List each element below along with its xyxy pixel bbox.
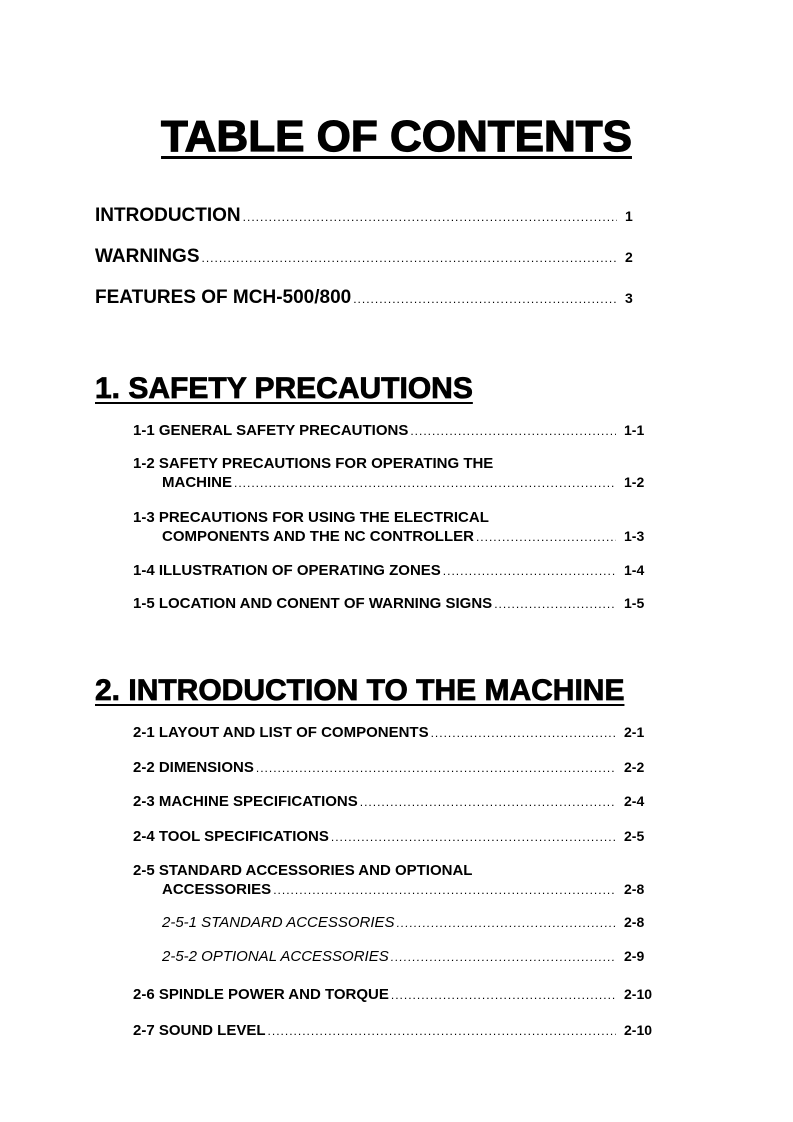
toc-entry-2-2[interactable]: 2-2 DIMENSIONS ..... 2-2: [133, 759, 654, 776]
toc-entry-2-5[interactable]: ACCESSORIES ..... 2-8: [162, 881, 654, 898]
toc-entry-1-2[interactable]: MACHINE ..... 1-2: [162, 474, 654, 491]
toc-entry-2-3[interactable]: 2-3 MACHINE SPECIFICATIONS ..... 2-4: [133, 793, 654, 810]
section-heading-introduction: 2. INTRODUCTION TO THE MACHINE: [95, 674, 625, 707]
section-heading-safety: 1. SAFETY PRECAUTIONS: [95, 372, 473, 405]
toc-entry-2-7[interactable]: 2-7 SOUND LEVEL ..... 2-10: [133, 1022, 654, 1039]
toc-entry-1-5[interactable]: 1-5 LOCATION AND CONENT OF WARNING SIGNS ..... 1-5: [133, 595, 654, 612]
toc-entry-1-4[interactable]: 1-4 ILLUSTRATION OF OPERATING ZONES ..... 1-4: [133, 562, 654, 579]
page-title: TABLE OF CONTENTS: [161, 112, 632, 161]
toc-entry-1-2-line1[interactable]: 1-2 SAFETY PRECAUTIONS FOR OPERATING THE: [133, 455, 494, 472]
toc-entry-2-5-2[interactable]: 2-5-2 OPTIONAL ACCESSORIES ..... 2-9: [162, 948, 654, 965]
toc-entry-2-1[interactable]: 2-1 LAYOUT AND LIST OF COMPONENTS ..... 2-1: [133, 724, 654, 741]
toc-entry-introduction[interactable]: INTRODUCTION ..... 1: [95, 205, 637, 227]
toc-entry-1-3-line1[interactable]: 1-3 PRECAUTIONS FOR USING THE ELECTRICAL: [133, 509, 489, 526]
toc-entry-1-3[interactable]: COMPONENTS AND THE NC CONTROLLER ..... 1-3: [162, 528, 654, 545]
toc-entry-2-5-1[interactable]: 2-5-1 STANDARD ACCESSORIES ..... 2-8: [162, 914, 654, 931]
toc-entry-2-5-line1[interactable]: 2-5 STANDARD ACCESSORIES AND OPTIONAL: [133, 862, 473, 879]
toc-entry-2-6[interactable]: 2-6 SPINDLE POWER AND TORQUE ..... 2-10: [133, 986, 654, 1003]
toc-entry-features[interactable]: FEATURES OF MCH-500/800 ..... 3: [95, 287, 637, 309]
toc-entry-2-4[interactable]: 2-4 TOOL SPECIFICATIONS ..... 2-5: [133, 828, 654, 845]
toc-entry-warnings[interactable]: WARNINGS ..... 2: [95, 246, 637, 268]
toc-entry-1-1[interactable]: 1-1 GENERAL SAFETY PRECAUTIONS ..... 1-1: [133, 422, 654, 439]
